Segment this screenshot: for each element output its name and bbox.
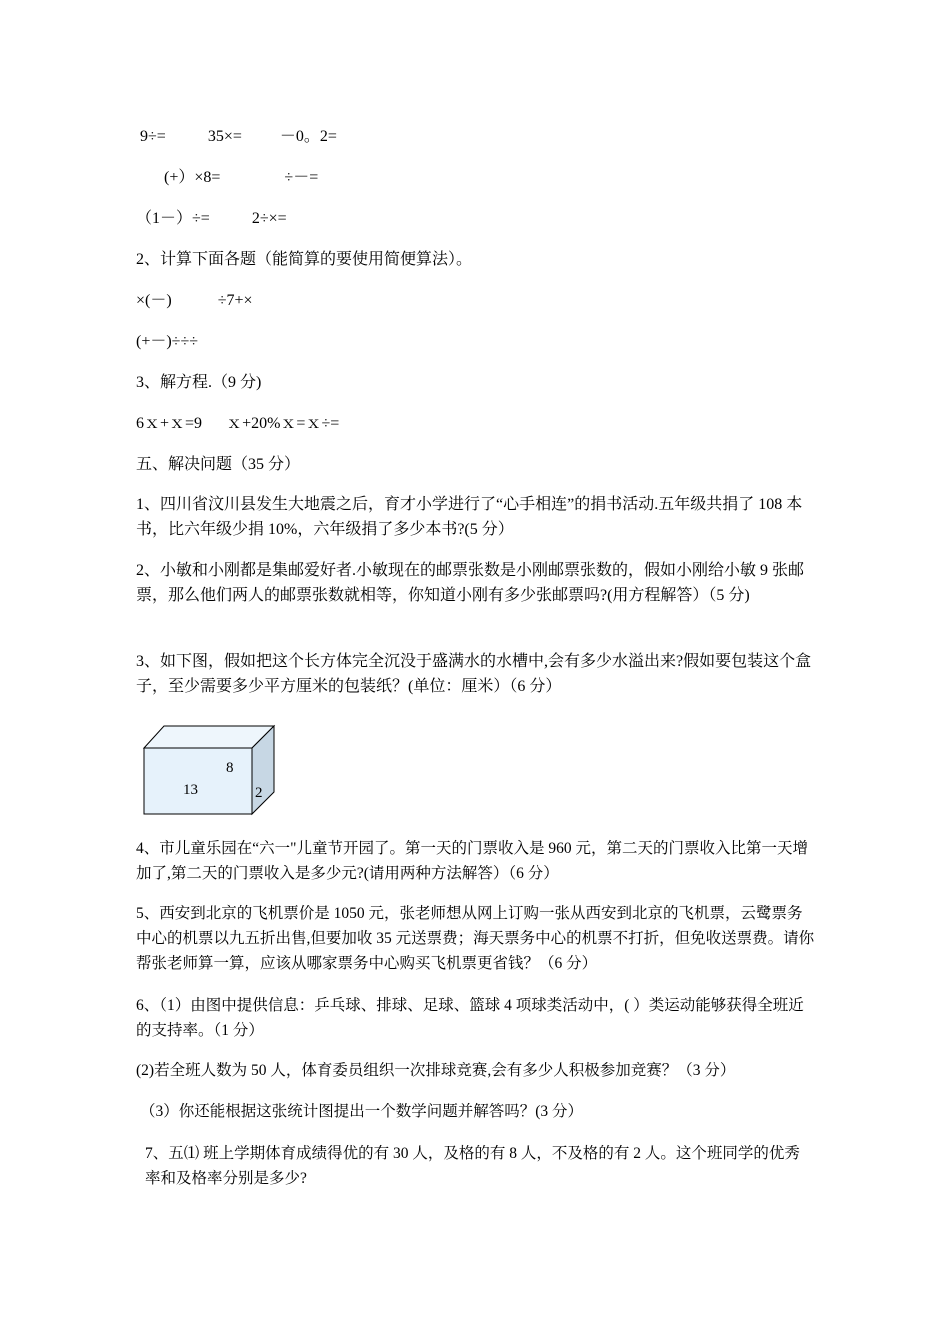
calc-row-3 [136, 207, 287, 231]
problem-1: 1、四川省汶川县发生大地震之后，育才小学进行了“心手相连”的捐书活动.五年级共捐了 108 本书，比六年级少捐 10%，六年级捐了多少本书?(5 分） [136, 496, 803, 538]
problem-5: 5、西安到北京的飞机票价是 1050 元，张老师想从网上订购一张从西安到北京的飞机票，云鹭票务中心的机票以九五折出售,但要加收 35 元送票费；海天票务中心的机票不打折，但免收送票费。请你帮张老师算一算，应该从哪家票务中心购买飞机票更省钱？（6 分） [136, 905, 815, 972]
equations-row [136, 412, 339, 436]
equation: ｘ+20%ｘ=ｘ÷= [226, 415, 340, 432]
cuboid-width-label: 8 [226, 760, 234, 776]
calc-row-2 [164, 166, 318, 190]
problem-6-part-2: (2)若全班人数为 50 人，体育委员组织一次排球竞赛,会有多少人积极参加竞赛？（3 分） [136, 1062, 736, 1079]
calc-expr: ÷－= [284, 169, 319, 186]
cuboid-front-face [144, 748, 252, 814]
cuboid-height-label: 2 [255, 785, 263, 801]
problem-2: 2、小敏和小刚都是集邮爱好者.小敏现在的邮票张数是小刚邮票张数的，假如小刚给小敏 9 张邮票，那么他们两人的邮票张数就相等，你知道小刚有多少张邮票吗?(用方程解答）（5 分) [136, 562, 805, 604]
equation: 6ｘ+ｘ=9 [136, 415, 203, 432]
section-2-row-1 [136, 289, 253, 313]
calc-expr: ÷7+× [217, 292, 253, 309]
section-2-row-2: (+－)÷÷÷ [136, 333, 199, 350]
cuboid-length-label: 13 [183, 782, 198, 798]
problem-7: 7、五⑴ 班上学期体育成绩得优的有 30 人，及格的有 8 人，不及格的有 2 人。这个班同学的优秀率和及格率分别是多少? [145, 1145, 800, 1187]
problem-3: 3、如下图，假如把这个长方体完全沉没于盛满水的水槽中,会有多少水溢出来?假如要包装这个盒子，至少需要多少平方厘米的包装纸？(单位：厘米）（6 分） [136, 653, 812, 695]
cuboid-figure [136, 722, 286, 818]
calc-expr: 35×= [207, 128, 242, 145]
calc-expr: －0。2= [279, 128, 337, 145]
calc-expr: ×(－) [136, 292, 172, 309]
section-5-heading: 五、解决问题（35 分） [136, 456, 301, 473]
section-2-heading: 2、计算下面各题（能简算的要使用简便算法）。 [136, 251, 473, 268]
problem-6-part-1: 6、（1）由图中提供信息：乒乓球、排球、足球、篮球 4 项球类活动中，( ）类运动能够获得全班近的支持率。（1 分） [136, 997, 804, 1039]
section-3-heading: 3、解方程.（9 分) [136, 374, 262, 391]
calc-expr: （1－）÷= [136, 210, 210, 227]
calc-expr: 2÷×= [251, 210, 287, 227]
problem-4: 4、市儿童乐园在“六一"儿童节开园了。第一天的门票收入是 960 元，第二天的门票收入比第一天增加了,第二天的门票收入是多少元?(请用两种方法解答）（6 分） [136, 840, 808, 882]
calc-row-1 [140, 125, 337, 149]
problem-6-part-3: （3）你还能根据这张统计图提出一个数学问题并解答吗？(3 分） [140, 1103, 584, 1120]
calc-expr: (+）×8= [164, 169, 221, 186]
cuboid-top-face [144, 726, 274, 748]
calc-expr: 9÷= [140, 128, 166, 145]
